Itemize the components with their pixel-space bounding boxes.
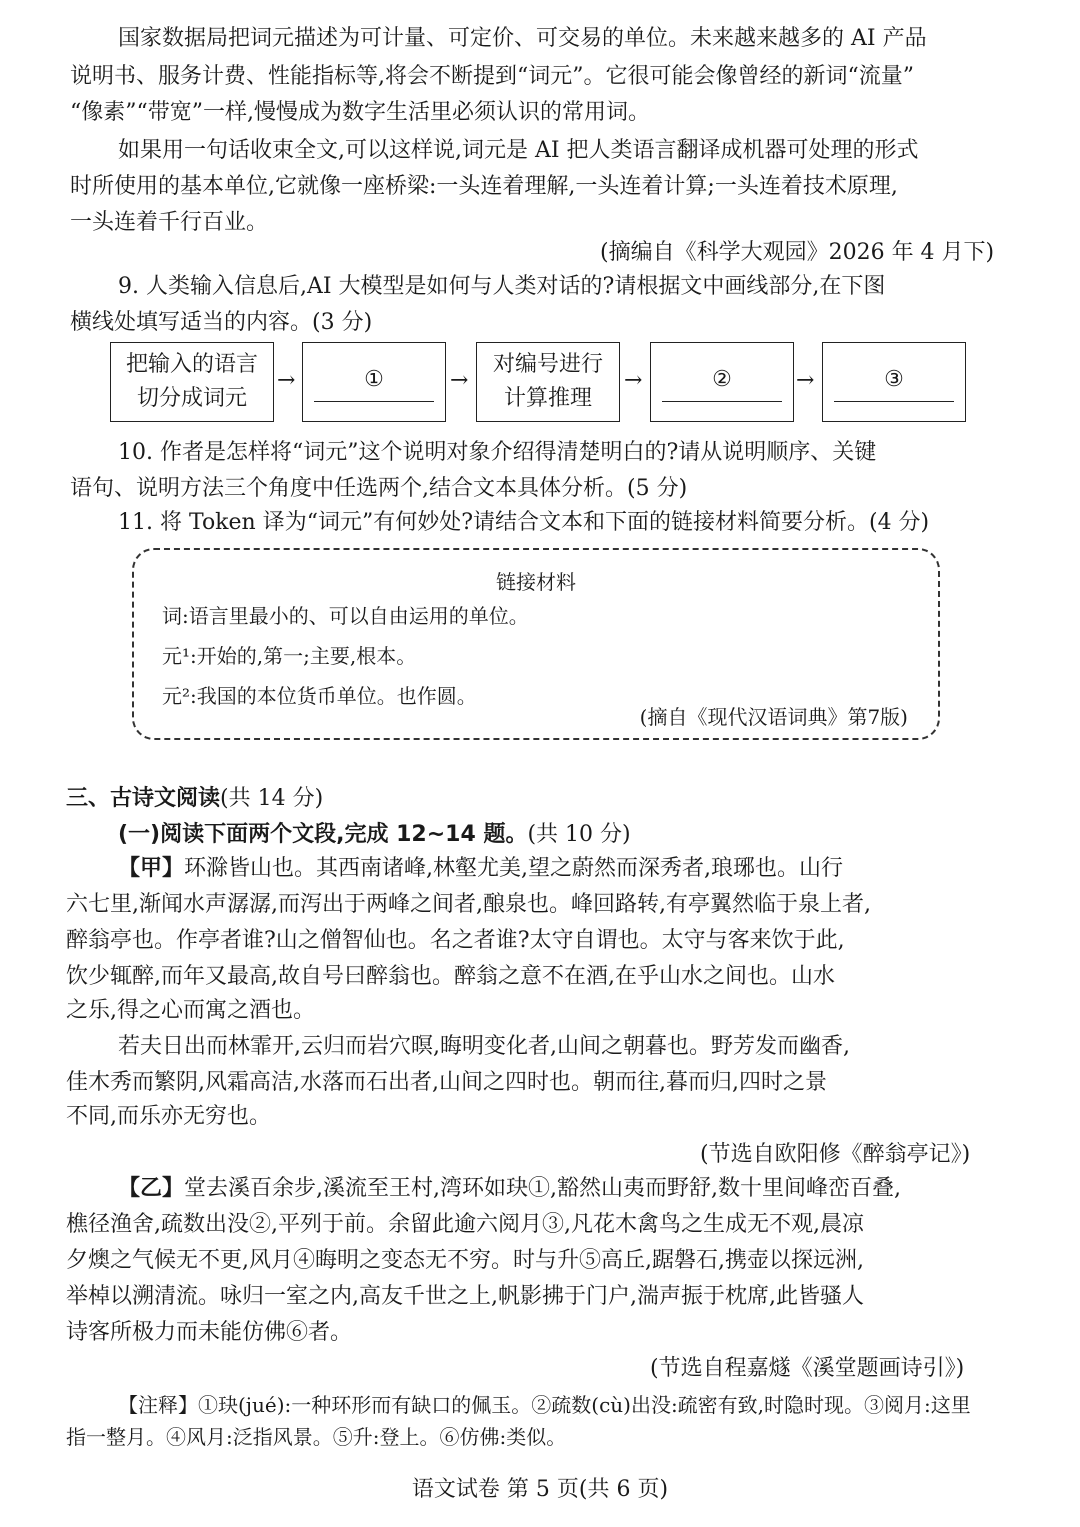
question-9-line-2: 横线处填写适当的内容。(3 分)	[70, 310, 373, 335]
page-footer: 语文试卷 第 5 页(共 6 页)	[411, 1477, 669, 1502]
question-9-line-1: 9. 人类输入信息后,AI 大模型是如何与人类对话的?请根据文中画线部分,在下图	[118, 274, 886, 299]
dialogue-flow-chart	[110, 342, 970, 424]
answer-underline	[662, 401, 782, 402]
flow-box-text: 把输入的语言	[125, 352, 258, 377]
passage-line	[118, 852, 843, 886]
flow-box-text: 计算推理	[503, 386, 592, 411]
material-source: (摘自《现代汉语词典》第7版)	[639, 705, 908, 729]
passage-tag: 【乙】	[118, 1176, 185, 1201]
text-line: 一头连着千行百业。	[70, 210, 269, 235]
passage-line: 樵径渔舍,疏数出没②,平列于前。余留此逾六阅月③,凡花木禽鸟之生成无不观,晨凉	[66, 1212, 864, 1237]
passage-source: (节选自程嘉燧《溪堂题画诗引》)	[650, 1356, 965, 1381]
flow-blank-2[interactable]	[650, 342, 794, 422]
section-heading	[66, 782, 323, 816]
answer-underline	[314, 401, 434, 402]
question-10-line-1: 10. 作者是怎样将“词元”这个说明对象介绍得清楚明白的?请从说明顺序、关键	[118, 440, 877, 465]
part-title: (一)阅读下面两个文段,完成 12~14 题。	[118, 822, 528, 847]
blank-number: ①	[364, 366, 384, 392]
question-10-line-2: 语句、说明方法三个角度中任选两个,结合文本具体分析。(5 分)	[70, 476, 688, 501]
source-citation: (摘编自《科学大观园》2026 年 4 月下)	[600, 240, 995, 265]
passage-text: 堂去溪百余步,溪流至王村,湾环如玦①,豁然山夷而野舒,数十里间峰峦百叠,	[184, 1176, 901, 1201]
passage-line: 饮少辄醉,而年又最高,故自号曰醉翁也。醉翁之意不在酒,在乎山水之间也。山水	[66, 964, 835, 989]
material-entry: 元¹:开始的,第一;主要,根本。	[162, 644, 417, 668]
passage-line: 六七里,渐闻水声潺潺,而泻出于两峰之间者,酿泉也。峰回路转,有亭翼然临于泉上者,	[66, 892, 871, 917]
passage-line: 若夫日出而林霏开,云归而岩穴暝,晦明变化者,山间之朝暮也。野芳发而幽香,	[118, 1034, 850, 1059]
section-title: 三、古诗文阅读	[66, 786, 221, 811]
passage-line	[118, 1172, 901, 1206]
flow-blank-3[interactable]	[822, 342, 966, 422]
passage-line: 醉翁亭也。作亭者谁?山之僧智仙也。名之者谁?太守自谓也。太守与客来饮于此,	[66, 928, 845, 953]
passage-text: 环滁皆山也。其西南诸峰,林壑尤美,望之蔚然而深秀者,琅琊也。山行	[184, 856, 843, 881]
flow-blank-1[interactable]	[302, 342, 446, 422]
arrow-icon: →	[796, 368, 815, 393]
notes-line: 【注释】①玦(jué):一种环形而有缺口的佩玉。②疏数(cù)出没:疏密有致,时隐时现。③阅月:这里	[118, 1393, 971, 1417]
flow-box-compute	[476, 342, 620, 422]
flow-box-text: 对编号进行	[492, 352, 603, 377]
text-line: 国家数据局把词元描述为可计量、可定价、可交易的单位。未来越来越多的 AI 产品	[118, 26, 927, 51]
link-material-box	[132, 548, 940, 740]
passage-tag: 【甲】	[118, 856, 185, 881]
flow-box-split-tokens	[110, 342, 274, 422]
passage-line: 之乐,得之心而寓之酒也。	[66, 998, 315, 1023]
part-score: (共 10 分)	[527, 822, 631, 847]
text-line: 时所使用的基本单位,它就像一座桥梁:一头连着理解,一头连着计算;一头连着技术原理,	[70, 174, 898, 199]
text-line: 说明书、服务计费、性能指标等,将会不断提到“词元”。它很可能会像曾经的新词“流量”	[70, 64, 914, 89]
blank-number: ②	[712, 366, 732, 392]
arrow-icon: →	[624, 368, 643, 393]
passage-line: 不同,而乐亦无穷也。	[66, 1104, 271, 1129]
answer-underline	[834, 401, 954, 402]
material-entry: 词:语言里最小的、可以自由运用的单位。	[162, 604, 529, 628]
passage-source: (节选自欧阳修《醉翁亭记》)	[700, 1142, 971, 1167]
part-heading	[118, 818, 631, 852]
notes-line: 指一整月。④风月:泛指风景。⑤升:登上。⑥仿佛:类似。	[66, 1425, 567, 1449]
arrow-icon: →	[277, 368, 296, 393]
material-title: 链接材料	[496, 570, 576, 594]
flow-box-text: 切分成词元	[136, 386, 247, 411]
material-entry: 元²:我国的本位货币单位。也作圆。	[162, 684, 477, 708]
section-score: (共 14 分)	[220, 786, 324, 811]
text-line: 如果用一句话收束全文,可以这样说,词元是 AI 把人类语言翻译成机器可处理的形式	[118, 138, 919, 163]
passage-line: 佳木秀而繁阴,风霜高洁,水落而石出者,山间之四时也。朝而往,暮而归,四时之景	[66, 1070, 827, 1095]
blank-number: ③	[884, 366, 904, 392]
question-11: 11. 将 Token 译为“词元”有何妙处?请结合文本和下面的链接材料简要分析。(4 分)	[118, 510, 930, 535]
text-line: “像素”“带宽”一样,慢慢成为数字生活里必须认识的常用词。	[70, 100, 650, 125]
passage-line: 诗客所极力而未能仿佛⑥者。	[66, 1320, 353, 1345]
passage-line: 夕燠之气候无不更,风月④晦明之变态无不穷。时与升⑤高丘,踞磐石,携壶以探远洲,	[66, 1248, 864, 1273]
passage-line: 举棹以溯清流。咏归一室之内,高友千世之上,帆影拂于门户,湍声振于枕席,此皆骚人	[66, 1284, 864, 1309]
arrow-icon: →	[450, 368, 469, 393]
